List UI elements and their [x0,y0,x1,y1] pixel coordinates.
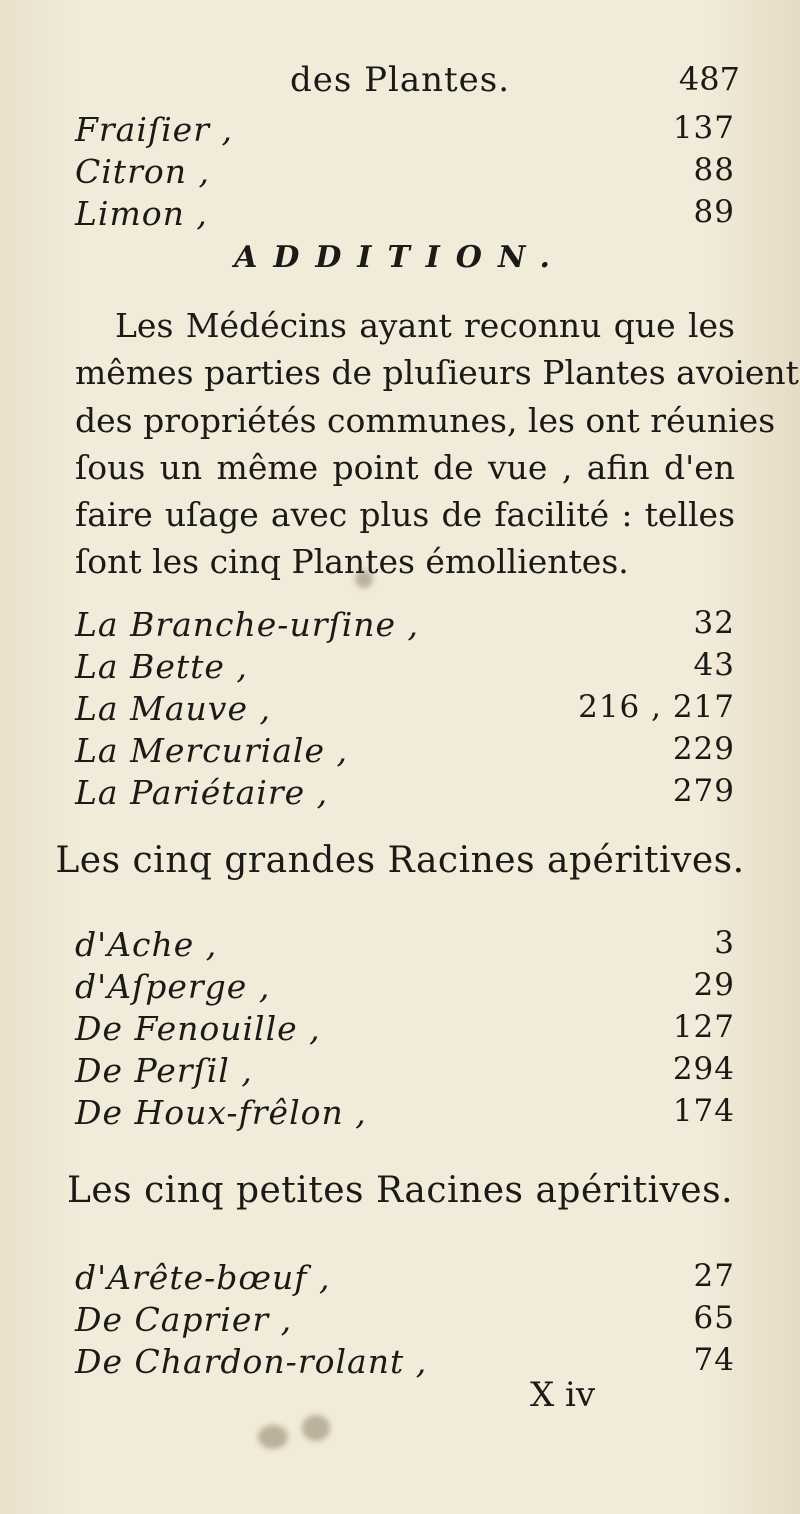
running-title: des Plantes. [289,60,511,100]
entry-name: De Caprier , [75,1300,293,1339]
index-entry [75,967,735,1011]
petites-racines-heading: Les cinq petites Racines apéritives. [66,1170,734,1211]
index-entry [75,925,735,969]
entry-name: La Mercuriale , [75,731,348,770]
ink-smudge [355,570,373,588]
ink-smudge [302,1415,330,1441]
paragraph-line: ſont les cinq Plantes émollientes. [75,542,629,582]
entry-name: De Fenouille , [75,1009,321,1048]
entry-page: 229 [672,731,735,767]
entry-page: 43 [693,647,735,683]
signature-mark: X iv [530,1375,596,1415]
entry-name: Limon , [75,194,208,233]
entry-page: 174 [672,1093,735,1129]
entry-page: 27 [693,1258,735,1294]
entry-page: 29 [693,967,735,1003]
entry-page: 279 [672,773,735,809]
paragraph-line: des propriétés communes, les ont réunies [75,400,776,440]
index-entry [75,1093,735,1137]
entry-name: Citron , [75,152,210,191]
index-entry [75,152,735,196]
entry-page: 88 [693,152,735,188]
entry-name: La Mauve , [75,689,271,728]
index-entry [75,110,735,154]
paragraph-line: ſous un même point de vue , afin d'en [75,447,735,487]
entry-name: La Branche-urſine , [75,605,420,644]
entry-page: 32 [693,605,735,641]
grandes-racines-heading: Les cinq grandes Racines apéritives. [55,840,745,881]
entry-name: De Chardon-rolant , [75,1342,428,1381]
index-entry [75,194,735,238]
index-entry [75,1258,735,1302]
entry-name: La Pariétaire , [75,773,329,812]
paragraph-line: mêmes parties de pluſieurs Plantes avoient [75,353,799,393]
entry-page: 216 , 217 [578,689,735,725]
entry-page: 65 [693,1300,735,1336]
index-entry [75,731,735,775]
index-entry [75,773,735,817]
entry-name: Fraiſier , [75,110,233,149]
entry-name: d'Aſperge , [75,967,271,1006]
entry-page: 137 [672,110,735,146]
addition-paragraph [75,302,799,586]
page-number: 487 [678,60,740,98]
entry-page: 89 [693,194,735,230]
entry-page: 127 [672,1009,735,1045]
entry-name: La Bette , [75,647,248,686]
index-entry [75,1342,735,1386]
page-header [60,60,740,110]
entry-page: 3 [714,925,735,961]
index-entry [75,689,735,733]
index-entry [75,1300,735,1344]
index-entry [75,1051,735,1095]
entry-page: 74 [693,1342,735,1378]
entry-name: De Houx-frêlon , [75,1093,367,1132]
entry-name: De Perſil , [75,1051,253,1090]
ink-smudge [258,1425,288,1449]
index-entry [75,605,735,649]
index-entry [75,647,735,691]
paragraph-line: faire uſage avec plus de facilité : telles [75,495,735,535]
entry-name: d'Ache , [75,925,218,964]
paragraph-line: Les Médécins ayant reconnu que les [115,306,735,345]
addition-heading: ADDITION. [234,240,566,275]
entry-name: d'Arête-bœuf , [75,1258,331,1297]
index-entry [75,1009,735,1053]
entry-page: 294 [672,1051,735,1087]
